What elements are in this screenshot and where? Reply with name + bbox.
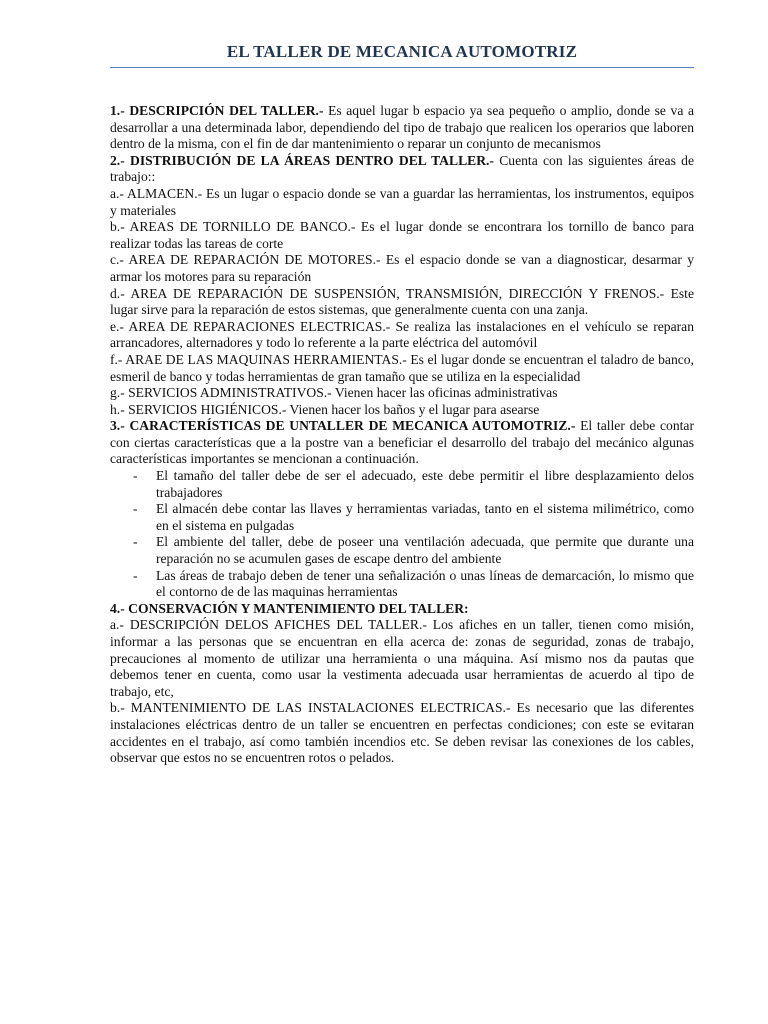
section-1-text: Es aquel lugar b espacio ya sea pequeño o amplio, donde se va a desarrollar a una determinada labor, dependiendo del tipo de trabajo que realicen los operarios que laboren dentro de la misma, con el fin de dar mantenimiento o reparar un conjunto de mecanismos (110, 103, 694, 152)
section-3-heading: 3.- CARACTERÍSTICAS DE UNTALLER DE MECANICA AUTOMOTRIZ.- (110, 418, 576, 434)
section-2-item-g: g.- SERVICIOS ADMINISTRATIVOS.- Vienen hacer las oficinas administrativas (110, 385, 558, 401)
section-2-text: Cuenta con las siguientes áreas de trabajo:: (110, 152, 694, 185)
bullet-marker: - (133, 567, 138, 583)
section-2-item-f: f.- ARAE DE LAS MAQUINAS HERRAMIENTAS.- Es el lugar donde se encuentran el taladro de banco, esmeril de banco y todas herramientas de gran tamaño que se utiliza en la especialidad (110, 351, 694, 384)
document-body (110, 103, 694, 767)
title-underline (110, 67, 694, 68)
section-2-item-e: e.- AREA DE REPARACIONES ELECTRICAS.- Se realiza las instalaciones en el vehículo se reparan arrancadores, alternadores y todo lo referente a la parte eléctrica del automóvil (110, 318, 694, 351)
section-4-item-b: b.- MANTENIMIENTO DE LAS INSTALACIONES ELECTRICAS.- Es necesario que las diferentes instalaciones eléctricas dentro de un taller se encuentren en perfectas condiciones; con este se evitaran accidentes en el trabajo, así como también incendios etc. Se deben revisar las conexiones de los cables, observar que estos no se encuentren rotos o pelados. (110, 700, 694, 766)
bullet-item (110, 534, 694, 567)
section-4-heading-text: 4.- CONSERVACIÓN Y MANTENIMIENTO DEL TALLER: (110, 600, 469, 616)
section-1 (110, 103, 694, 153)
section-4-heading (110, 601, 694, 618)
section-2-item-b: b.- AREAS DE TORNILLO DE BANCO.- Es el lugar donde se encontrara los tornillo de banco para realizar todas las tareas de corte (110, 219, 694, 251)
bullet-item (110, 501, 694, 534)
bullet-text: El ambiente del taller, debe de poseer una ventilación adecuada, que permite que durante una reparación no se acumulen gases de escape dentro del ambiente (156, 534, 694, 567)
bullet-item (110, 568, 694, 601)
section-1-heading: 1.- DESCRIPCIÓN DEL TALLER.- (110, 103, 324, 118)
bullet-text: Las áreas de trabajo deben de tener una señalización o unas líneas de demarcación, lo mismo que el contorno de de las maquinas herramientas (156, 567, 694, 600)
section-2-item-h: h.- SERVICIOS HIGIÉNICOS.- Vienen hacer los baños y el lugar para asearse (110, 401, 540, 417)
bullet-marker: - (133, 501, 138, 517)
section-3-text: El taller debe contar con ciertas características que a la postre van a beneficiar el desarrollo del trabajo del mecánico algunas características importantes se mencionan a continuación. (110, 418, 694, 467)
document-title: EL TALLER DE MECANICA AUTOMOTRIZ (226, 42, 578, 61)
section-3 (110, 418, 694, 468)
bullet-marker: - (133, 468, 138, 484)
section-2-item-d: d.- AREA DE REPARACIÓN DE SUSPENSIÓN, TRANSMISIÓN, DIRECCIÓN Y FRENOS.- Este lugar sirve para la reparación de estos sistemas, que generalmente cuenta con una zanja. (110, 285, 694, 318)
section-2-heading: 2.- DISTRIBUCIÓN DE LA ÁREAS DENTRO DEL TALLER.- (110, 152, 494, 168)
section-2-item-a: a.- ALMACEN.- Es un lugar o espacio donde se van a guardar las herramientas, los instrumentos, equipos y materiales (110, 185, 694, 218)
section-2-item-c: c.- AREA DE REPARACIÓN DE MOTORES.- Es el espacio donde se van a diagnosticar, desarmar y armar los motores para su reparación (110, 252, 694, 284)
section-3-bullet-list (110, 468, 694, 601)
bullet-text: El almacén debe contar las llaves y herramientas variadas, tanto en el sistema milimétrico, como en el sistema en pulgadas (156, 501, 694, 533)
bullet-marker: - (133, 534, 138, 550)
bullet-item (110, 468, 694, 501)
section-4-item-a: a.- DESCRIPCIÓN DELOS AFICHES DEL TALLER.- Los afiches en un taller, tienen como misión, informar a las personas que se encuentran en ella acerca de: zonas de seguridad, zonas de trabajo, precauciones al momento de utilizar una herramienta o una máquina. Así mismo nos da pautas que debemos tener en cuenta, como usar la vestimenta adecuada usar herramientas de acuerdo al tipo de trabajo, etc, (110, 617, 694, 699)
section-2 (110, 153, 694, 186)
bullet-text: El tamaño del taller debe de ser el adecuado, este debe permitir el libre desplazamiento delos trabajadores (156, 468, 694, 500)
